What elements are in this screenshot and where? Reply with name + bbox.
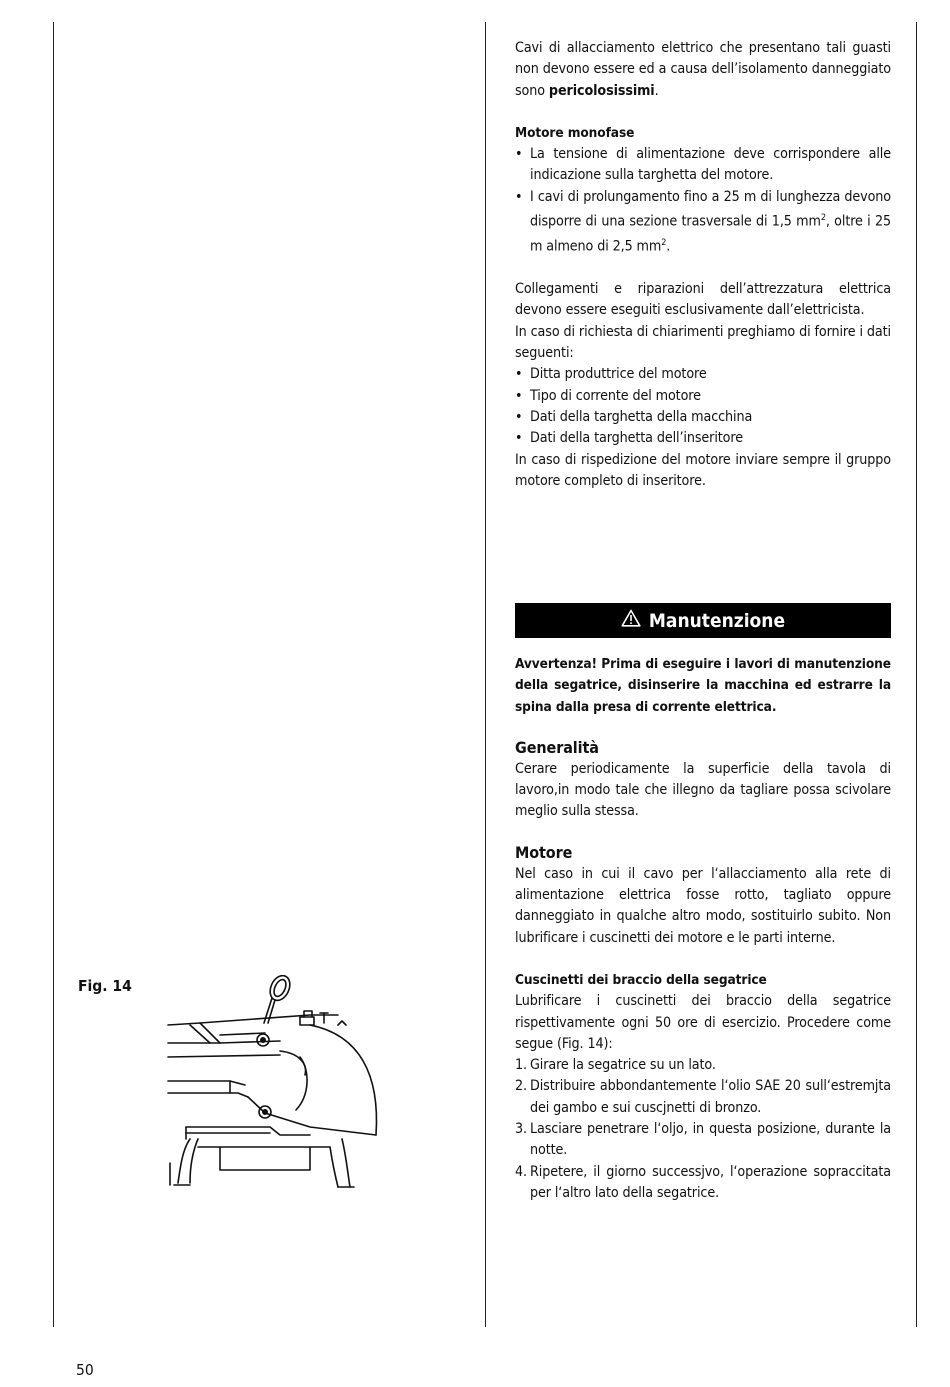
step-number: 3. bbox=[515, 1121, 527, 1138]
list-item: • Tipo di corrente del motore bbox=[515, 386, 891, 407]
warning-triangle-icon bbox=[621, 609, 641, 632]
cuscinetti-intro: Lubrificare i cuscinetti dei braccio della segatrice rispettivamente ogni 50 ore di esercizio. Procedere come segue (Fig. 14): bbox=[515, 993, 891, 1052]
text-column-top bbox=[515, 38, 891, 492]
dati-list bbox=[515, 364, 891, 449]
section-title: Manutenzione bbox=[648, 609, 786, 632]
list-item bbox=[515, 1119, 891, 1162]
rispedizione-paragraph: In caso di rispedizione del motore inviare sempre il gruppo motore completo di inseritore. bbox=[515, 451, 891, 489]
list-item: • La tensione di alimentazione deve corrispondere alle indicazione sulla targhetta del motore. bbox=[515, 144, 891, 187]
intro-end: . bbox=[654, 82, 659, 99]
step-text: Girare la segatrice su un lato. bbox=[530, 1057, 716, 1074]
cuscinetti-heading: Cuscinetti dei braccio della segatrice bbox=[515, 971, 767, 988]
generalita-paragraph: Cerare periodicamente la superficie della tavola di lavoro,in modo tale che illegno da tagliare possa scivolare meglio sulla stessa. bbox=[515, 760, 891, 820]
list-item bbox=[515, 1055, 891, 1076]
chiarimenti-paragraph: In caso di richiesta di chiarimenti preghiamo di fornire i dati seguenti: bbox=[515, 323, 891, 362]
intro-text: Cavi di allacciamento elettrico che presentano tali guasti non devono essere ed a causa dell’isolamento danneggiato sono bbox=[515, 40, 891, 99]
text-column-bottom bbox=[515, 654, 891, 1204]
list-item: • Ditta produttrice del motore bbox=[515, 364, 891, 385]
list-item bbox=[515, 187, 891, 258]
intro-paragraph bbox=[515, 38, 891, 102]
scroll-saw-oiling-illustration bbox=[160, 975, 385, 1195]
superscript: 2 bbox=[820, 213, 826, 224]
bullet2-text-a: I cavi di prolungamento fino a 25 m di lunghezza devono disporre di una sezione trasversale di 1,5 mm bbox=[530, 188, 891, 230]
right-margin-rule bbox=[916, 22, 917, 1327]
step-text: Lasciare penetrare l‘oljo, in questa posizione, durante la notte. bbox=[530, 1121, 891, 1159]
section-banner-manutenzione bbox=[515, 603, 891, 638]
motore-paragraph: Nel caso in cui il cavo per l‘allacciamento alla rete di alimentazione elettrica fosse rotto, tagliato oppure danneggiato in qualche altro modo, sostituirlo subito. Non lubrificare i cuscinetti dei motore e le parti interne. bbox=[515, 865, 891, 946]
generalita-heading: Generalità bbox=[515, 737, 599, 757]
motore-heading: Motore bbox=[515, 842, 573, 862]
bullet2-text-b: , oltre i 25 m almeno di 2,5 mm bbox=[530, 213, 891, 255]
page-number: 50 bbox=[76, 1361, 94, 1379]
list-item bbox=[515, 1162, 891, 1205]
avvertenza-paragraph: Avvertenza! Prima di eseguire i lavori di manutenzione della segatrice, disinserire la macchina ed estrarre la spina dalla presa di corrente elettrica. bbox=[515, 656, 891, 715]
step-number: 1. bbox=[515, 1057, 527, 1074]
cuscinetti-steps bbox=[515, 1055, 891, 1204]
motore-monofase-list bbox=[515, 144, 891, 258]
step-text: Ripetere, il giorno successjvo, l‘operazione sopraccitata per l‘altro lato della segatrice. bbox=[530, 1163, 891, 1201]
step-number: 2. bbox=[515, 1078, 527, 1095]
intro-bold-text: pericolosissimi bbox=[548, 82, 655, 99]
step-text: Distribuire abbondantemente l‘olio SAE 20 sull‘estremjta dei gambo e sui cuscjnetti di bronzo. bbox=[530, 1078, 891, 1116]
list-item bbox=[515, 1076, 891, 1119]
bullet2-text-c: . bbox=[666, 238, 671, 255]
list-item: • Dati della targhetta dell’inseritore bbox=[515, 428, 891, 449]
column-divider-rule bbox=[485, 22, 486, 1327]
collegamenti-paragraph: Collegamenti e riparazioni dell’attrezzatura elettrica devono essere eseguiti esclusivamente dall’elettricista. bbox=[515, 281, 891, 319]
list-item: • Dati della targhetta della macchina bbox=[515, 407, 891, 428]
left-margin-rule bbox=[53, 22, 54, 1327]
superscript: 2 bbox=[661, 238, 667, 249]
motore-monofase-heading: Motore monofase bbox=[515, 124, 635, 141]
step-number: 4. bbox=[515, 1163, 527, 1180]
figure-label: Fig. 14 bbox=[78, 977, 132, 995]
